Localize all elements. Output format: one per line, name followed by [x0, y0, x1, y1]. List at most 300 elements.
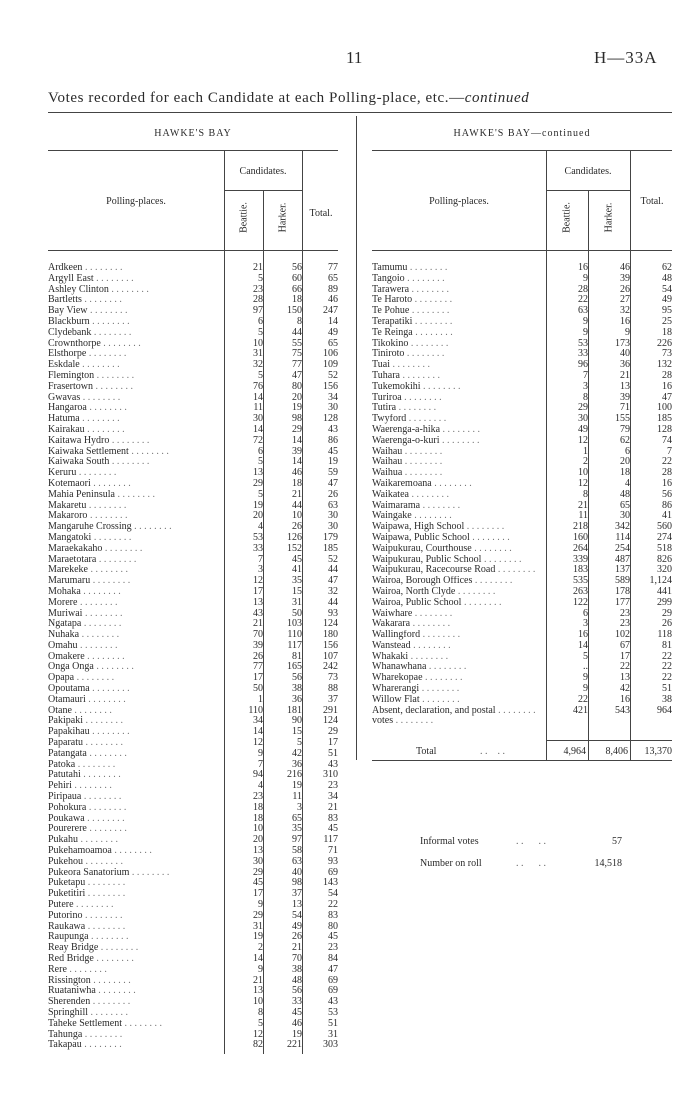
harker-votes: 58 — [292, 845, 302, 857]
beattie-votes: 23 — [253, 283, 263, 295]
harker-votes: 79 — [620, 423, 630, 435]
harker-votes: 181 — [287, 704, 302, 716]
polling-place-name: Ardkeen . . . . . . . . — [48, 263, 123, 273]
beattie-votes: 21 — [253, 974, 263, 986]
harker-votes: 14 — [292, 434, 302, 446]
beattie-votes: .. — [583, 661, 588, 673]
total-votes: 73 — [662, 348, 672, 360]
polling-place-name: Kaitawa Hydro . . . . . . . . — [48, 435, 150, 446]
harker-votes: 46 — [292, 467, 302, 479]
polling-place-name: Absent, declaration, and postal . . . . . . . . — [372, 705, 536, 716]
leader-dots: . . . . . . . . — [91, 532, 132, 543]
beattie-votes: 33 — [253, 542, 263, 554]
total-votes — [630, 716, 672, 727]
total-votes: 16 — [662, 477, 672, 489]
harker-votes: 54 — [292, 909, 302, 921]
total-votes: 185 — [323, 542, 338, 554]
polling-place-name: Wharekopae . . . . . . . . — [372, 673, 463, 684]
beattie-votes: 160 — [573, 531, 588, 543]
polling-place-name: Blackburn . . . . . . . . — [48, 316, 130, 327]
harker-votes: 13 — [620, 380, 630, 392]
beattie-votes: 28 — [578, 283, 588, 295]
polling-place-name: Marumaru . . . . . . . . — [48, 576, 131, 587]
beattie-votes: 13 — [253, 467, 263, 479]
beattie-votes: 22 — [578, 693, 588, 705]
leader-dots: . . . . . . . . — [100, 338, 141, 349]
polling-place-name: Wallingford . . . . . . . . — [372, 630, 461, 641]
beattie-votes: 12 — [253, 737, 263, 749]
leader-dots: . . . . . . . . — [93, 662, 134, 673]
leader-dots: . . . . . . . . — [411, 511, 452, 522]
polling-place-name: Eskdale . . . . . . . . — [48, 360, 120, 371]
beattie-votes: 21 — [578, 499, 588, 511]
polling-place-name: Kairakau . . . . . . . . — [48, 424, 125, 435]
leader-dots: . . . . . . . . — [412, 327, 453, 338]
harker-votes: 37 — [292, 888, 302, 900]
harker-votes: 20 — [292, 391, 302, 403]
beattie-votes: 9 — [258, 747, 263, 759]
harker-votes: 35 — [292, 823, 302, 835]
leader-dots: . . . . . . . . — [84, 813, 125, 824]
leader-dots: . . . . . . . . — [108, 284, 149, 295]
beattie-votes: 9 — [258, 899, 263, 911]
leader-dots: . . . . . . . . — [84, 424, 125, 435]
left-cand-rule — [224, 190, 302, 191]
harker-votes: 254 — [615, 542, 630, 554]
beattie-votes: 39 — [253, 639, 263, 651]
polling-place-name: Ruataniwha . . . . . . . . — [48, 986, 136, 997]
beattie-votes: 13 — [253, 845, 263, 857]
harker-votes: 152 — [287, 542, 302, 554]
total-votes: 291 — [323, 704, 338, 716]
total-votes: 74 — [662, 434, 672, 446]
total-votes: 77 — [328, 262, 338, 273]
leader-dots: . . . . . . . . — [81, 792, 122, 803]
polling-place-name: Waikatea . . . . . . . . — [372, 489, 449, 500]
harker-votes: 49 — [292, 920, 302, 932]
beattie-votes: 82 — [253, 1039, 263, 1051]
harker-votes: 21 — [292, 942, 302, 954]
beattie-votes: 50 — [253, 683, 263, 695]
polling-place-name: Frasertown . . . . . . . . — [48, 381, 133, 392]
leader-dots: . . . . . . . . — [102, 543, 143, 554]
leader-dots: . . . . . . . . — [86, 748, 127, 759]
harker-votes: 32 — [620, 305, 630, 317]
leader-dots: . . . . . . . . — [77, 597, 118, 608]
total-votes: 62 — [662, 262, 672, 273]
total-votes: 179 — [323, 531, 338, 543]
leader-dots: . . . . . . . . — [76, 468, 117, 479]
harker-votes: 97 — [292, 834, 302, 846]
leader-dots: . . . . . . . . — [419, 684, 460, 695]
beattie-votes: 30 — [253, 855, 263, 867]
harker-votes: 20 — [620, 456, 630, 468]
total-votes: 26 — [662, 618, 672, 630]
total-votes: 38 — [662, 693, 672, 705]
polling-place-name: Piripaua . . . . . . . . — [48, 792, 122, 803]
leader-dots: . . . . . . . . — [412, 295, 453, 306]
left-polling-table — [48, 263, 338, 1051]
total-votes: 93 — [328, 607, 338, 619]
left-candidates-label: Candidates. — [239, 166, 287, 177]
leader-dots: . . . . . . . . — [89, 727, 130, 738]
total-votes: 22 — [662, 661, 672, 673]
beattie-votes: 3 — [258, 564, 263, 576]
polling-place-name: Terapatiki . . . . . . . . — [372, 316, 453, 327]
polling-place-name: Wairoa, Public School . . . . . . . . — [372, 597, 502, 608]
beattie-votes: 13 — [253, 596, 263, 608]
beattie-votes: 16 — [578, 262, 588, 273]
leader-dots: . . . . . . . . — [82, 910, 123, 921]
total-votes: 22 — [662, 650, 672, 662]
leader-dots: . . . . . . . . — [80, 392, 121, 403]
total-label: Total — [416, 746, 437, 757]
leader-dots: . . . . . . . . — [431, 478, 472, 489]
total-votes: 29 — [662, 607, 672, 619]
polling-place-name: Gwavas . . . . . . . . — [48, 392, 121, 403]
total-votes: 964 — [657, 704, 672, 716]
total-votes: 69 — [328, 866, 338, 878]
beattie-votes: 4 — [258, 780, 263, 792]
leader-dots: . . . . . . . . — [412, 608, 453, 619]
beattie-votes: 183 — [573, 564, 588, 576]
beattie-votes: 1 — [258, 693, 263, 705]
leader-dots: . . . . . . . . — [81, 295, 122, 306]
polling-place-name: Tamumu . . . . . . . . — [372, 263, 448, 273]
harker-votes: 60 — [292, 272, 302, 284]
polling-place-name: Puketitiri . . . . . . . . — [48, 889, 126, 900]
table-row — [372, 382, 672, 393]
table-row — [372, 436, 672, 447]
total-votes: 49 — [328, 326, 338, 338]
beattie-votes: 12 — [578, 477, 588, 489]
polling-place-name: Kotemaori . . . . . . . . — [48, 478, 131, 489]
beattie-votes — [546, 716, 588, 727]
harker-votes: 36 — [292, 758, 302, 770]
harker-votes: 13 — [620, 672, 630, 684]
total-votes: 51 — [328, 1017, 338, 1029]
harker-votes: 126 — [287, 531, 302, 543]
table-row — [48, 727, 338, 738]
polling-place-name: Te Pohue . . . . . . . . — [372, 306, 450, 317]
polling-place-name: Maraekakaho . . . . . . . . — [48, 543, 143, 554]
harker-votes: 65 — [292, 812, 302, 824]
harker-votes: 63 — [292, 855, 302, 867]
beattie-votes: 10 — [253, 337, 263, 349]
leader-dots: . . . . . . . . — [401, 392, 442, 403]
harker-votes: 173 — [615, 337, 630, 349]
total-votes: 226 — [657, 337, 672, 349]
polling-place-name: Wairoa, North Clyde . . . . . . . . — [372, 586, 496, 597]
harker-votes: 15 — [292, 726, 302, 738]
leader-dots: . . . . . . . . — [78, 835, 118, 846]
polling-place-name: Puketapu . . . . . . . . — [48, 878, 126, 889]
harker-votes: 56 — [292, 672, 302, 684]
harker-votes: 27 — [620, 294, 630, 306]
harker-votes: 102 — [615, 629, 630, 641]
table-row — [48, 328, 338, 339]
leader-dots: . . . . . . . . — [129, 867, 170, 878]
table-row — [48, 857, 338, 868]
polling-place-name: Te Haroto . . . . . . . . — [372, 295, 453, 306]
beattie-votes: 32 — [253, 359, 263, 371]
polling-place-name: Waiwhare . . . . . . . . — [372, 608, 453, 619]
polling-place-name: Ngatapa . . . . . . . . — [48, 619, 122, 630]
beattie-votes: 23 — [253, 791, 263, 803]
leader-dots: . . . . . . . . — [82, 608, 123, 619]
leader-dots: . . . . . . . . — [77, 640, 118, 651]
total-votes: 109 — [323, 359, 338, 371]
total-votes: 73 — [328, 672, 338, 684]
right-total-vline — [630, 150, 631, 250]
page-number: 11 — [346, 48, 363, 67]
harker-votes: 46 — [292, 1017, 302, 1029]
total-votes: 441 — [657, 585, 672, 597]
left-section-title: HAWKE'S BAY — [154, 128, 232, 139]
polling-place-name: Papakihau . . . . . . . . — [48, 727, 130, 738]
harker-votes: 30 — [620, 510, 630, 522]
right-beattie-label: Beattie. — [561, 202, 573, 233]
harker-votes: 40 — [292, 866, 302, 878]
polling-place-name: Pourerere . . . . . . . . — [48, 824, 127, 835]
table-row — [372, 544, 672, 555]
leader-dots: . . . . . . . . — [82, 1029, 123, 1040]
beattie-votes: 29 — [578, 402, 588, 414]
harker-votes: 16 — [620, 693, 630, 705]
harker-votes: 56 — [292, 262, 302, 273]
total-votes: 303 — [323, 1039, 338, 1051]
beattie-votes: 97 — [253, 305, 263, 317]
beattie-votes: 4 — [258, 521, 263, 533]
beattie-votes: 2 — [583, 456, 588, 468]
total-votes: 22 — [328, 899, 338, 911]
total-votes: 320 — [657, 564, 672, 576]
beattie-votes: 421 — [573, 704, 588, 716]
harker-votes: 66 — [292, 283, 302, 295]
polling-place-name: Tukemokihi . . . . . . . . — [372, 381, 461, 392]
beattie-votes: 17 — [253, 888, 263, 900]
polling-place-name: Wanstead . . . . . . . . — [372, 640, 451, 651]
leader-dots: . . . . . . . . — [393, 716, 434, 727]
leader-dots: . . . . . . . . — [90, 576, 131, 587]
total-votes: 826 — [657, 553, 672, 565]
harker-votes: 13 — [292, 899, 302, 911]
beattie-votes: 45 — [253, 877, 263, 889]
polling-place-name: Kaiwaka Settlement . . . . . . . . — [48, 446, 169, 457]
beattie-votes: 10 — [578, 467, 588, 479]
total-votes: 44 — [328, 564, 338, 576]
left-polling-label: Polling-places. — [106, 196, 166, 207]
leader-dots: . . . . . . . . — [88, 1007, 129, 1018]
beattie-votes: 7 — [258, 553, 263, 565]
polling-place-name: Waihau . . . . . . . . — [372, 457, 443, 468]
roll-dots: . . . . — [516, 858, 546, 869]
beattie-votes: 29 — [253, 866, 263, 878]
leader-dots: . . . . . . . . — [93, 954, 134, 964]
total-votes: 88 — [328, 683, 338, 695]
polling-place-name: Opapa . . . . . . . . — [48, 673, 115, 684]
leader-dots: . . . . . . . . — [89, 684, 130, 695]
total-votes: 47 — [328, 575, 338, 587]
harker-votes: 3 — [297, 801, 302, 813]
beattie-votes: 8 — [583, 391, 588, 403]
total-votes: 106 — [323, 348, 338, 360]
total-votes: 44 — [328, 596, 338, 608]
total-votes: 86 — [328, 434, 338, 446]
polling-place-name: Raupunga . . . . . . . . — [48, 932, 129, 943]
polling-place-name: Makaretu . . . . . . . . — [48, 500, 127, 511]
left-total-label: Total. — [309, 208, 333, 219]
beattie-votes: 5 — [258, 1017, 263, 1029]
total-votes: 34 — [328, 791, 338, 803]
total-votes: 17 — [328, 737, 338, 749]
polling-place-name: Omahu . . . . . . . . — [48, 640, 118, 651]
harker-votes: 21 — [292, 488, 302, 500]
total-votes: 247 — [323, 305, 338, 317]
harker-votes: 56 — [292, 985, 302, 997]
table-row — [48, 544, 338, 555]
total-votes: 16 — [662, 380, 672, 392]
total-votes: 180 — [323, 629, 338, 641]
beattie-votes: 20 — [253, 834, 263, 846]
table-row — [372, 274, 672, 285]
harker-votes: 46 — [620, 262, 630, 273]
total-votes: 47 — [328, 963, 338, 975]
harker-votes: 177 — [615, 596, 630, 608]
leader-dots: . . . . . . . . — [86, 500, 127, 511]
polling-place-name: Nuhaka . . . . . . . . — [48, 630, 120, 641]
center-divider — [356, 116, 357, 760]
total-votes: 31 — [328, 1028, 338, 1040]
leader-dots: . . . . . . . . — [87, 565, 128, 576]
harker-votes: 42 — [620, 683, 630, 695]
beattie-votes: 6 — [258, 315, 263, 327]
harker-votes: 8 — [297, 315, 302, 327]
total-votes: 560 — [657, 521, 672, 533]
table-row — [48, 382, 338, 393]
polling-place-name: Putere . . . . . . . . — [48, 900, 114, 911]
leader-dots: . . . . . . . . — [84, 651, 125, 662]
beattie-votes: 70 — [253, 629, 263, 641]
polling-place-name: Pehiri . . . . . . . . — [48, 781, 112, 792]
leader-dots: . . . . . . . . — [71, 781, 112, 792]
harker-votes: 14 — [292, 456, 302, 468]
table-row — [372, 716, 672, 727]
leader-dots: . . . . . . . . — [402, 457, 443, 468]
harker-votes: 18 — [292, 294, 302, 306]
beattie-votes: 96 — [578, 359, 588, 371]
harker-votes: 19 — [292, 780, 302, 792]
beattie-votes: 21 — [253, 262, 263, 273]
leader-dots: . . . . . . . . — [85, 694, 126, 705]
leader-dots: . . . . . . . . — [79, 630, 120, 641]
beattie-votes: 94 — [253, 769, 263, 781]
polling-place-name: Opoutama . . . . . . . . — [48, 684, 130, 695]
polling-place-name: Wairoa, Borough Offices . . . . . . . . — [372, 576, 513, 587]
polling-place-name: Tangoio . . . . . . . . — [372, 273, 445, 284]
beattie-votes: 14 — [253, 391, 263, 403]
beattie-votes: 5 — [258, 272, 263, 284]
polling-place-name: Otane . . . . . . . . — [48, 705, 112, 716]
total-votes: 118 — [657, 629, 672, 641]
harker-votes: 17 — [620, 650, 630, 662]
beattie-votes: 53 — [578, 337, 588, 349]
total-votes: 30 — [328, 521, 338, 533]
leader-dots: . . . . . . . . — [66, 964, 107, 975]
leader-dots: . . . . . . . . — [389, 360, 430, 371]
harker-votes: 165 — [287, 661, 302, 673]
beattie-votes: 17 — [253, 585, 263, 597]
leader-dots: . . . . . . . . — [404, 273, 445, 284]
leader-dots: . . . . . . . . — [96, 554, 137, 565]
leader-dots: . . . . . . . . — [114, 489, 155, 500]
leader-dots: . . . . . . . . — [128, 446, 169, 457]
total-votes: 26 — [328, 488, 338, 500]
beattie-votes: 7 — [583, 369, 588, 381]
total-votes: 128 — [323, 413, 338, 425]
total-votes: 65 — [328, 337, 338, 349]
polling-place-name: Pukehou . . . . . . . . — [48, 856, 123, 867]
beattie-votes: 10 — [253, 823, 263, 835]
polling-place-name: Hangaroa . . . . . . . . — [48, 403, 127, 414]
total-votes: 41 — [662, 510, 672, 522]
polling-place-name: Pukehamoamoa . . . . . . . . — [48, 846, 152, 857]
total-votes: 51 — [328, 747, 338, 759]
total-votes: 84 — [328, 953, 338, 964]
leader-dots: . . . . . . . . — [406, 414, 447, 425]
harker-votes: 38 — [292, 963, 302, 975]
harker-votes: 21 — [620, 369, 630, 381]
harker-votes: 6 — [625, 445, 630, 457]
leader-dots: . . . . . . . . — [89, 316, 130, 327]
total-votes: 124 — [323, 715, 338, 727]
leader-dots: . . . . . . . . — [86, 802, 127, 813]
harker-votes: 77 — [292, 359, 302, 371]
total-votes: 107 — [323, 650, 338, 662]
total-votes: 22 — [662, 672, 672, 684]
leader-dots: . . . . . . . . — [471, 543, 512, 554]
harker-votes: 178 — [615, 585, 630, 597]
beattie-votes: 218 — [573, 521, 588, 533]
total-votes: 25 — [662, 315, 672, 327]
harker-votes: 90 — [292, 715, 302, 727]
leader-dots: . . . . . . . . — [91, 327, 132, 338]
beattie-votes: 11 — [253, 402, 263, 414]
polling-place-name: Waihua . . . . . . . . — [372, 468, 443, 479]
leader-dots: . . . . . . . . — [85, 878, 126, 889]
polling-place-name: Sherenden . . . . . . . . — [48, 997, 131, 1008]
total-votes: 29 — [328, 726, 338, 738]
leader-dots: . . . . . . . . — [85, 921, 126, 932]
leader-dots: . . . . . . . . — [86, 824, 127, 835]
harker-votes: 41 — [292, 564, 302, 576]
leader-dots: . . . . . . . . — [422, 673, 463, 684]
harker-votes: 4 — [625, 477, 630, 489]
roll-value: 14,518 — [594, 858, 622, 869]
polling-place-name: Elsthorpe . . . . . . . . — [48, 349, 127, 360]
total-votes: 299 — [657, 596, 672, 608]
total-votes: 81 — [662, 639, 672, 651]
beattie-votes: 14 — [253, 953, 263, 964]
harker-votes: 33 — [292, 996, 302, 1008]
beattie-votes: 11 — [578, 510, 588, 522]
leader-dots: . . . . . . . . — [408, 489, 449, 500]
beattie-votes: 6 — [258, 445, 263, 457]
total-votes: 45 — [328, 823, 338, 835]
leader-dots: . . . . . . . . — [81, 1040, 122, 1051]
leader-dots: . . . . . . . . — [408, 651, 449, 662]
beattie-votes: 264 — [573, 542, 588, 554]
